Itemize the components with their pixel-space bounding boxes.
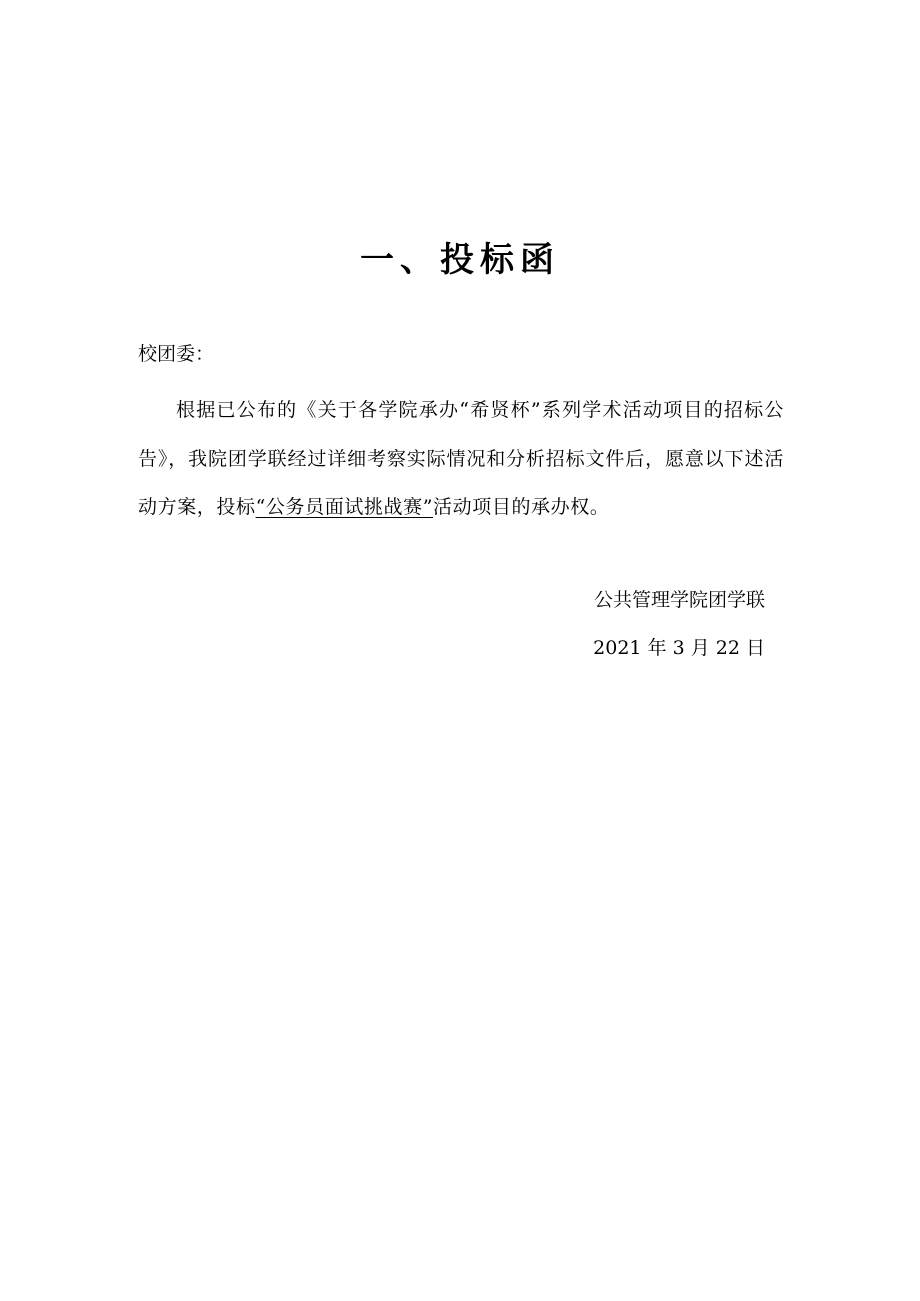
body-paragraph [138, 386, 784, 532]
paragraph-text-after: 活动项目的承办权。 [433, 496, 610, 518]
project-name: “公务员面试挑战赛” [255, 496, 434, 518]
salutation: 校团委： [138, 343, 215, 365]
signer: 公共管理学院团学联 [593, 589, 765, 611]
paragraph-text-before: 根据已公布的《关于各学院承办“希贤杯”系列学术活动项目的招标公告》，我院团学联经过详细考察实际情况和分析招标文件后，愿意以下述活动方案，投标 [138, 399, 784, 518]
signature-date: 2021 年 3 月 22 日 [593, 637, 765, 659]
document-title: 一、投标函 [360, 240, 560, 280]
